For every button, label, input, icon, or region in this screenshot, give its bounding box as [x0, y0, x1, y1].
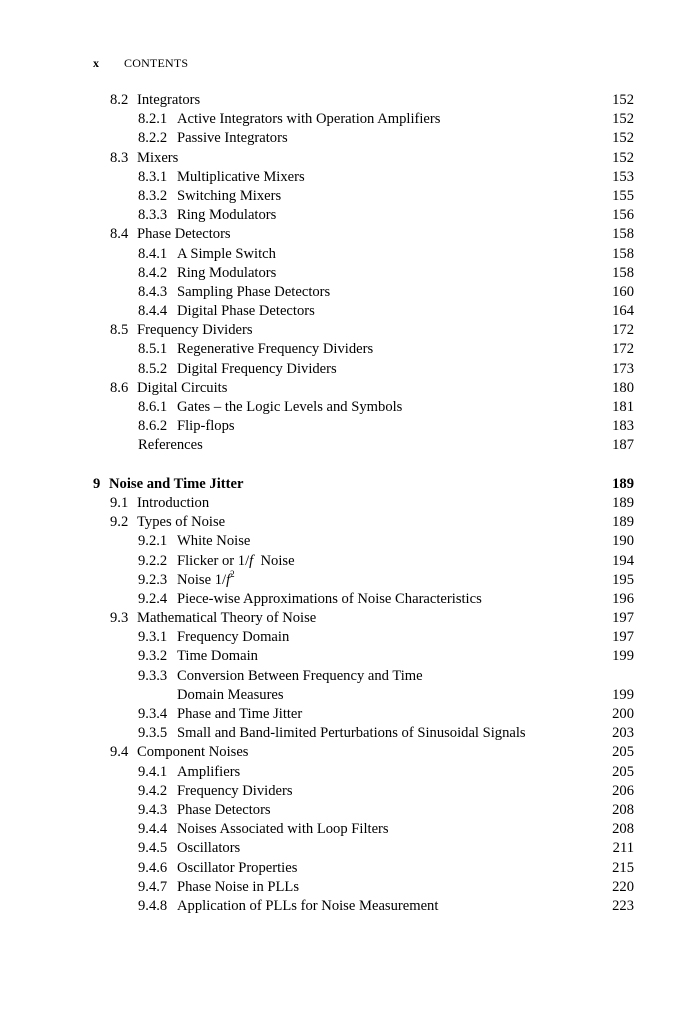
- toc-entry: [0, 628, 695, 647]
- toc-entry: [0, 859, 695, 878]
- toc-entry-number: 8.2.2: [138, 130, 168, 147]
- toc-entry-page: 197: [612, 610, 634, 627]
- toc-entry-label: [138, 168, 305, 187]
- toc-entry-label: [138, 568, 235, 590]
- toc-entry-page: 200: [612, 706, 634, 722]
- toc-entry-number: 8.2.1: [138, 111, 168, 128]
- toc-entry: [0, 724, 695, 743]
- toc-entry-number: 9.1: [110, 494, 129, 511]
- toc-entry-page: 164: [612, 303, 634, 320]
- toc-entry: [0, 801, 695, 820]
- toc-entry-label: [138, 129, 288, 148]
- toc-entry-page: 223: [612, 897, 634, 914]
- toc-entry-number: 9.4: [110, 744, 129, 761]
- toc-entry-title: Introduction: [137, 494, 210, 511]
- toc-entry-title: Multiplicative Mixers: [177, 168, 305, 185]
- toc-entry-number: 8.6.2: [138, 418, 168, 435]
- toc-entry-page: 194: [612, 552, 634, 569]
- toc-entry: [0, 568, 695, 590]
- toc-entry: [0, 129, 695, 148]
- toc-entry-number: 9.3.1: [138, 629, 168, 646]
- toc-entry-label: [110, 321, 253, 340]
- toc-entry: [0, 149, 695, 168]
- toc-entry-title: Frequency Dividers: [177, 782, 293, 799]
- toc-entry-page: 158: [612, 226, 634, 243]
- table-of-contents: [0, 91, 695, 916]
- toc-entry-title: Noise $1/f^2$: [177, 568, 235, 588]
- header-title: CONTENTS: [124, 56, 189, 70]
- toc-entry: [0, 110, 695, 129]
- toc-entry-label: [138, 820, 389, 839]
- toc-entry-label: [138, 552, 295, 571]
- toc-entry: [0, 283, 695, 302]
- toc-entry-label: [138, 245, 276, 264]
- toc-entry-page: 189: [612, 475, 634, 492]
- toc-entry-page: 187: [612, 437, 634, 454]
- toc-entry-page: 152: [612, 92, 634, 108]
- toc-entry-label: [110, 149, 178, 168]
- toc-entry-title: Application of PLLs for Noise Measurement: [177, 897, 439, 914]
- toc-entry-label: [138, 859, 297, 878]
- toc-entry: [0, 187, 695, 206]
- toc-entry-label: [110, 91, 200, 110]
- toc-entry-title: Flip-flops: [177, 418, 235, 435]
- toc-entry-title: Phase Noise in PLLs: [177, 878, 300, 895]
- toc-entry-number: 8.3.1: [138, 168, 168, 185]
- toc-entry-label: [138, 417, 235, 436]
- toc-entry-page: 189: [612, 514, 634, 531]
- toc-entry: [0, 513, 695, 532]
- toc-entry-number: 9: [93, 475, 101, 492]
- toc-entry-number: 8.5.2: [138, 360, 168, 377]
- toc-entry-page: 153: [612, 168, 634, 185]
- toc-entry-label: [177, 686, 284, 705]
- toc-entry-number: 9.3.5: [138, 725, 168, 742]
- toc-entry-page: 199: [612, 648, 634, 665]
- toc-entry-title: Conversion Between Frequency and Time: [177, 667, 423, 684]
- toc-entry: [0, 91, 695, 110]
- toc-entry-title: Active Integrators with Operation Amplifiers: [177, 111, 441, 128]
- toc-entry-label: [110, 513, 225, 532]
- toc-entry-label: [138, 839, 240, 858]
- toc-entry-title: References: [138, 437, 203, 454]
- toc-entry-label: [138, 302, 315, 321]
- toc-entry-page: 215: [612, 859, 634, 876]
- toc-entry: [0, 398, 695, 417]
- toc-entry-title: Integrators: [137, 92, 201, 108]
- toc-entry-title: Component Noises: [137, 744, 249, 761]
- toc-entry-title: Amplifiers: [177, 763, 241, 780]
- toc-entry-number: 8.3.3: [138, 207, 168, 224]
- toc-entry-number: 8.4.4: [138, 303, 168, 320]
- toc-entry: [0, 417, 695, 436]
- toc-entry-number: 9.3.2: [138, 648, 168, 665]
- toc-entry-label: [138, 801, 271, 820]
- toc-entry: [0, 532, 695, 551]
- toc-entry-number: 8.3: [110, 149, 129, 166]
- toc-entry-label: [138, 187, 281, 206]
- toc-entry: [0, 360, 695, 379]
- toc-entry-number: 9.4.8: [138, 897, 168, 914]
- toc-entry-number: 8.2: [110, 92, 129, 108]
- toc-entry: [0, 225, 695, 244]
- toc-entry-number: 8.5.1: [138, 341, 168, 358]
- toc-entry-number: 8.4.3: [138, 283, 168, 300]
- toc-entry-title: Frequency Domain: [177, 629, 290, 646]
- toc-entry-page: 199: [612, 686, 634, 703]
- toc-entry-page: 196: [612, 590, 634, 607]
- toc-entry-page: 173: [612, 360, 634, 377]
- toc-entry-title: Phase Detectors: [137, 226, 231, 243]
- toc-entry-page: 195: [612, 571, 634, 588]
- toc-entry-page: 181: [612, 399, 634, 415]
- toc-entry-title: Passive Integrators: [177, 130, 288, 147]
- toc-entry: [0, 552, 695, 571]
- toc-entry-title: Small and Band-limited Perturbations of Sinusoidal Signals: [177, 725, 526, 742]
- toc-entry-number: 9.2: [110, 514, 129, 531]
- toc-entry-page: 172: [612, 341, 634, 358]
- toc-entry-page: 205: [612, 763, 634, 780]
- toc-entry-label: [138, 763, 240, 782]
- toc-entry-label: [110, 225, 231, 244]
- toc-entry-page: 152: [612, 111, 634, 128]
- toc-entry-label: [138, 782, 293, 801]
- toc-entry: [0, 705, 695, 724]
- toc-entry-label: [138, 206, 276, 225]
- toc-entry-number: 8.3.2: [138, 187, 168, 204]
- toc-entry-number: 9.4.7: [138, 878, 168, 895]
- toc-entry-title: Gates – the Logic Levels and Symbols: [177, 399, 403, 415]
- toc-entry-label: [138, 436, 203, 455]
- toc-entry: [0, 820, 695, 839]
- toc-entry-number: 9.4.2: [138, 782, 168, 799]
- toc-entry-page: 211: [612, 840, 634, 857]
- toc-entry-title: Mathematical Theory of Noise: [137, 610, 317, 627]
- toc-entry-label: [138, 360, 337, 379]
- toc-entry: [0, 897, 695, 916]
- toc-entry: [0, 763, 695, 782]
- toc-entry-number: 9.4.4: [138, 821, 168, 838]
- toc-entry-page: 208: [612, 821, 634, 838]
- toc-entry-label: [93, 475, 243, 494]
- toc-entry: [0, 647, 695, 666]
- toc-entry-label: [138, 647, 258, 666]
- toc-entry-label: [138, 340, 373, 359]
- toc-entry: [0, 302, 695, 321]
- toc-entry-page: 180: [612, 379, 634, 396]
- toc-entry-label: [110, 379, 227, 398]
- toc-entry-label: [138, 590, 482, 609]
- toc-entry-label: [110, 609, 316, 628]
- toc-entry-number: 8.6: [110, 379, 129, 396]
- toc-entry: [0, 667, 695, 686]
- toc-entry-label: [138, 283, 330, 302]
- toc-entry-number: 8.5: [110, 322, 129, 339]
- toc-entry-label: [138, 398, 402, 417]
- header-page-number: x: [93, 56, 99, 70]
- toc-entry: [0, 436, 695, 455]
- toc-entry-label: [138, 897, 438, 916]
- toc-entry: [0, 609, 695, 628]
- toc-entry-title: Phase Detectors: [177, 801, 271, 818]
- toc-entry: [0, 340, 695, 359]
- toc-entry-title: Ring Modulators: [177, 207, 277, 224]
- toc-entry-label: [138, 110, 440, 129]
- toc-entry-title: Digital Circuits: [137, 379, 228, 396]
- toc-entry: [0, 782, 695, 801]
- toc-entry: [0, 839, 695, 858]
- toc-entry-page: 205: [612, 744, 634, 761]
- toc-entry-title: Types of Noise: [137, 514, 226, 531]
- toc-entry-number: 9.4.1: [138, 763, 168, 780]
- toc-entry-number: 9.3.3: [138, 667, 168, 684]
- toc-entry: [0, 743, 695, 762]
- toc-chapter-entry: [0, 475, 695, 494]
- toc-entry-label: [138, 705, 302, 724]
- toc-entry-title: Digital Phase Detectors: [177, 303, 315, 320]
- toc-entry-title: Time Domain: [177, 648, 258, 665]
- toc-entry-number: 8.6.1: [138, 399, 168, 415]
- toc-entry-label: [138, 628, 289, 647]
- toc-entry: [0, 590, 695, 609]
- toc-entry-title: Regenerative Frequency Dividers: [177, 341, 374, 358]
- toc-entry-page: 197: [612, 629, 634, 646]
- toc-entry-page: 158: [612, 245, 634, 262]
- toc-entry-title: Frequency Dividers: [137, 322, 253, 339]
- toc-entry-title: Switching Mixers: [177, 187, 282, 204]
- toc-entry-page: 208: [612, 801, 634, 818]
- toc-entry: [0, 264, 695, 283]
- toc-entry-label: [138, 878, 299, 897]
- toc-entry-title: Flicker or 1/f Noise: [177, 552, 295, 569]
- toc-entry: [0, 321, 695, 340]
- toc-entry-number: 9.2.2: [138, 552, 168, 569]
- toc-entry-page: 206: [612, 782, 634, 799]
- toc-entry-label: [138, 264, 276, 283]
- toc-entry-page: 156: [612, 207, 634, 224]
- toc-entry: [0, 206, 695, 225]
- toc-entry-number: 9.2.4: [138, 590, 168, 607]
- toc-entry-page: 152: [612, 149, 634, 166]
- toc-entry-number: 8.4.2: [138, 264, 168, 281]
- toc-entry-label: [138, 532, 250, 551]
- toc-entry: [0, 686, 695, 705]
- toc-entry-number: 9.4.6: [138, 859, 168, 876]
- toc-entry-title: Domain Measures: [177, 686, 284, 703]
- toc-entry-title: Mixers: [137, 149, 179, 166]
- toc-entry-title: Digital Frequency Dividers: [177, 360, 337, 377]
- toc-entry-label: [138, 667, 423, 686]
- toc-entry: [0, 379, 695, 398]
- toc-entry-number: 9.4.3: [138, 801, 168, 818]
- toc-entry-number: 9.3.4: [138, 706, 168, 722]
- toc-entry-title: Phase and Time Jitter: [177, 706, 303, 722]
- toc-entry-page: 158: [612, 264, 634, 281]
- toc-entry-page: 183: [612, 418, 634, 435]
- toc-entry-number: 9.2.3: [138, 571, 168, 588]
- toc-entry: [0, 245, 695, 264]
- toc-entry-number: 9.4.5: [138, 840, 168, 857]
- toc-entry-title: White Noise: [177, 533, 251, 550]
- toc-entry-title: Noises Associated with Loop Filters: [177, 821, 389, 838]
- toc-entry-page: 203: [612, 725, 634, 742]
- running-header: [93, 56, 189, 71]
- toc-entry-number: 8.4: [110, 226, 129, 243]
- toc-entry-label: [138, 724, 526, 743]
- toc-entry: [0, 878, 695, 897]
- toc-entry: [0, 168, 695, 187]
- toc-entry-label: [110, 494, 209, 513]
- toc-entry-title: A Simple Switch: [177, 245, 276, 262]
- toc-entry-title: Ring Modulators: [177, 264, 277, 281]
- toc-entry-number: 9.3: [110, 610, 129, 627]
- toc-entry-page: 160: [612, 283, 634, 300]
- toc-entry-page: 190: [612, 533, 634, 550]
- toc-entry-number: 9.2.1: [138, 533, 168, 550]
- toc-entry-title: Piece-wise Approximations of Noise Characteristics: [177, 590, 482, 607]
- toc-entry-label: [110, 743, 248, 762]
- toc-entry-page: 155: [612, 187, 634, 204]
- section-gap: [0, 456, 695, 475]
- toc-entry-title: Noise and Time Jitter: [109, 475, 244, 492]
- toc-entry-number: 8.4.1: [138, 245, 168, 262]
- toc-entry-title: Sampling Phase Detectors: [177, 283, 331, 300]
- toc-entry-page: 172: [612, 322, 634, 339]
- toc-entry-title: Oscillator Properties: [177, 859, 298, 876]
- toc-entry-title: Oscillators: [177, 840, 241, 857]
- toc-entry: [0, 494, 695, 513]
- toc-entry-page: 152: [612, 130, 634, 147]
- toc-entry-page: 220: [612, 878, 634, 895]
- toc-entry-page: 189: [612, 494, 634, 511]
